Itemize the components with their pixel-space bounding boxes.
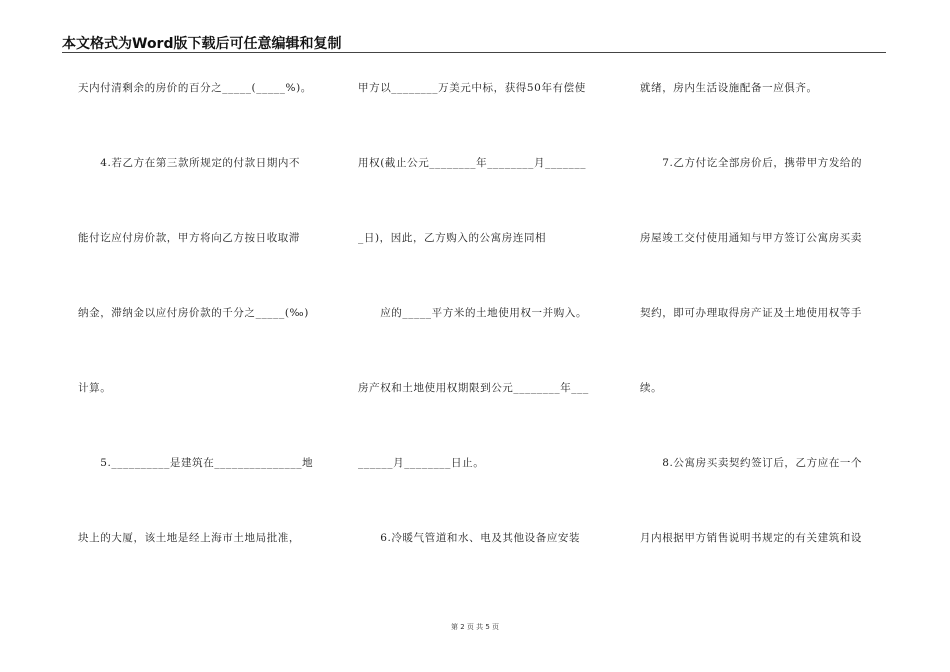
text-line: 7.乙方付讫全部房价后，携带甲方发给的 <box>640 157 863 169</box>
text-line: 房产权和土地使用权期限到公元________年___ <box>358 382 589 394</box>
text-line: 能付讫应付房价款，甲方将向乙方按日收取滞 <box>78 232 300 244</box>
text-line: 月内根据甲方销售说明书规定的有关建筑和设 <box>640 532 862 544</box>
text-line: 就绪，房内生活设施配备一应俱齐。 <box>640 82 818 94</box>
page-number-footer: 第 2 页 共 5 页 <box>450 623 500 631</box>
text-line: 4.若乙方在第三款所规定的付款日期内不 <box>78 157 301 169</box>
text-column-2 <box>358 0 608 672</box>
text-line: 计算。 <box>78 382 112 394</box>
document-header: 本文格式为Word版下载后可任意编辑和复制 <box>62 36 342 52</box>
text-line: 甲方以________万美元中标，获得50年有偿使 <box>358 82 586 94</box>
text-line: ______月________日止。 <box>358 457 485 469</box>
text-line: 契约，即可办理取得房产证及土地使用权等手 <box>640 307 862 319</box>
text-line: _日)，因此，乙方购入的公寓房连同相 <box>358 232 547 244</box>
text-line: 房屋竣工交付使用通知与甲方签订公寓房买卖 <box>640 232 862 244</box>
text-line: 用权(截止公元________年________月_______ <box>358 157 587 169</box>
text-line: 纳金，滞纳金以应付房价款的千分之_____(‰) <box>78 307 309 319</box>
text-line: 块上的大厦，该土地是经上海市土地局批准， <box>78 532 300 544</box>
text-line: 续。 <box>640 382 663 394</box>
text-line: 应的_____平方米的土地使用权一并购入。 <box>358 307 588 319</box>
text-line: 天内付清剩余的房价的百分之_____(_____%)。 <box>78 82 312 94</box>
text-line: 5.__________是建筑在_______________地 <box>78 457 314 469</box>
text-column-3 <box>640 0 890 672</box>
text-line: 6.冷暖气管道和水、电及其他设备应安装 <box>358 532 581 544</box>
text-line: 8.公寓房买卖契约签订后，乙方应在一个 <box>640 457 863 469</box>
text-column-1 <box>78 0 328 672</box>
